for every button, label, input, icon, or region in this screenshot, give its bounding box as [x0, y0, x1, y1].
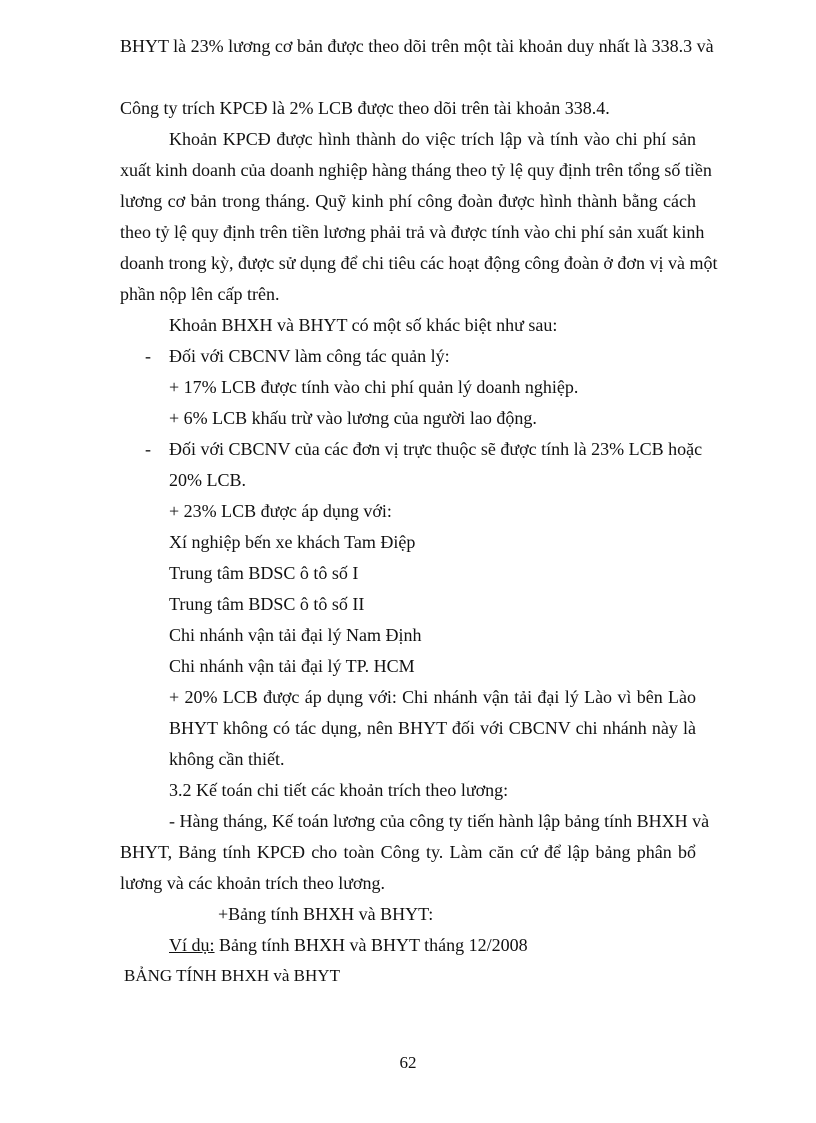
paragraph-line: - Hàng tháng, Kế toán lương của công ty tiến hành lập bảng tính BHXH và — [169, 811, 710, 831]
paragraph-line: Công ty trích KPCĐ là 2% LCB được theo dõi trên tài khoản 338.4. — [120, 98, 610, 118]
paragraph-line: theo tỷ lệ quy định trên tiền lương phải trả và được tính vào chi phí sản xuất kinh — [120, 222, 705, 242]
paragraph-line: phần nộp lên cấp trên. — [120, 284, 280, 304]
bullet-text: Đối với CBCNV làm công tác quản lý: — [169, 346, 450, 366]
example-text: Bảng tính BHXH và BHYT tháng 12/2008 — [214, 935, 528, 955]
sub-item: BHYT không có tác dụng, nên BHYT đối với CBCNV chi nhánh này là — [169, 718, 696, 738]
sub-item: + 23% LCB được áp dụng với: — [169, 501, 392, 521]
table-label: +Bảng tính BHXH và BHYT: — [218, 904, 434, 924]
bullet-text: Đối với CBCNV của các đơn vị trực thuộc sẽ được tính là 23% LCB hoặc — [169, 439, 703, 459]
paragraph-line: BHYT, Bảng tính KPCĐ cho toàn Công ty. Làm căn cứ để lập bảng phân bổ — [120, 842, 696, 862]
sub-item: + 6% LCB khấu trừ vào lương của người lao động. — [169, 408, 537, 428]
paragraph-line: xuất kinh doanh của doanh nghiệp hàng tháng theo tỷ lệ quy định trên tổng số tiền — [120, 160, 712, 180]
bullet-dash: - — [145, 439, 151, 459]
example-line — [169, 934, 528, 956]
paragraph-line: lương và các khoản trích theo lương. — [120, 873, 385, 893]
unit-item: Trung tâm BDSC ô tô số II — [169, 594, 365, 614]
section-heading: 3.2 Kế toán chi tiết các khoản trích theo lương: — [169, 780, 509, 800]
paragraph-line: BHYT là 23% lương cơ bản được theo dõi trên một tài khoản duy nhất là 338.3 và — [120, 36, 714, 56]
paragraph-line: doanh trong kỳ, được sử dụng để chi tiêu các hoạt động công đoàn ở đơn vị và một — [120, 253, 718, 273]
paragraph-line: Khoản KPCĐ được hình thành do việc trích lập và tính vào chi phí sản — [169, 129, 696, 149]
bullet-dash: - — [145, 346, 151, 366]
sub-item: + 17% LCB được tính vào chi phí quản lý doanh nghiệp. — [169, 377, 579, 397]
unit-item: Trung tâm BDSC ô tô số I — [169, 563, 359, 583]
paragraph-line: lương cơ bản trong tháng. Quỹ kinh phí công đoàn được hình thành bằng cách — [120, 191, 696, 211]
sub-item: + 20% LCB được áp dụng với: Chi nhánh vận tải đại lý Lào vì bên Lào — [169, 687, 696, 707]
example-prefix: Ví dụ: — [169, 935, 215, 955]
paragraph-line: Khoản BHXH và BHYT có một số khác biệt như sau: — [169, 315, 558, 335]
unit-item: Chi nhánh vận tải đại lý TP. HCM — [169, 656, 415, 676]
page-number: 62 — [399, 1053, 417, 1072]
table-title: BẢNG TÍNH BHXH và BHYT — [124, 966, 340, 985]
unit-item: Xí nghiệp bến xe khách Tam Điệp — [169, 532, 416, 552]
bullet-text: 20% LCB. — [169, 470, 247, 490]
unit-item: Chi nhánh vận tải đại lý Nam Định — [169, 625, 422, 645]
sub-item: không cần thiết. — [169, 749, 285, 769]
